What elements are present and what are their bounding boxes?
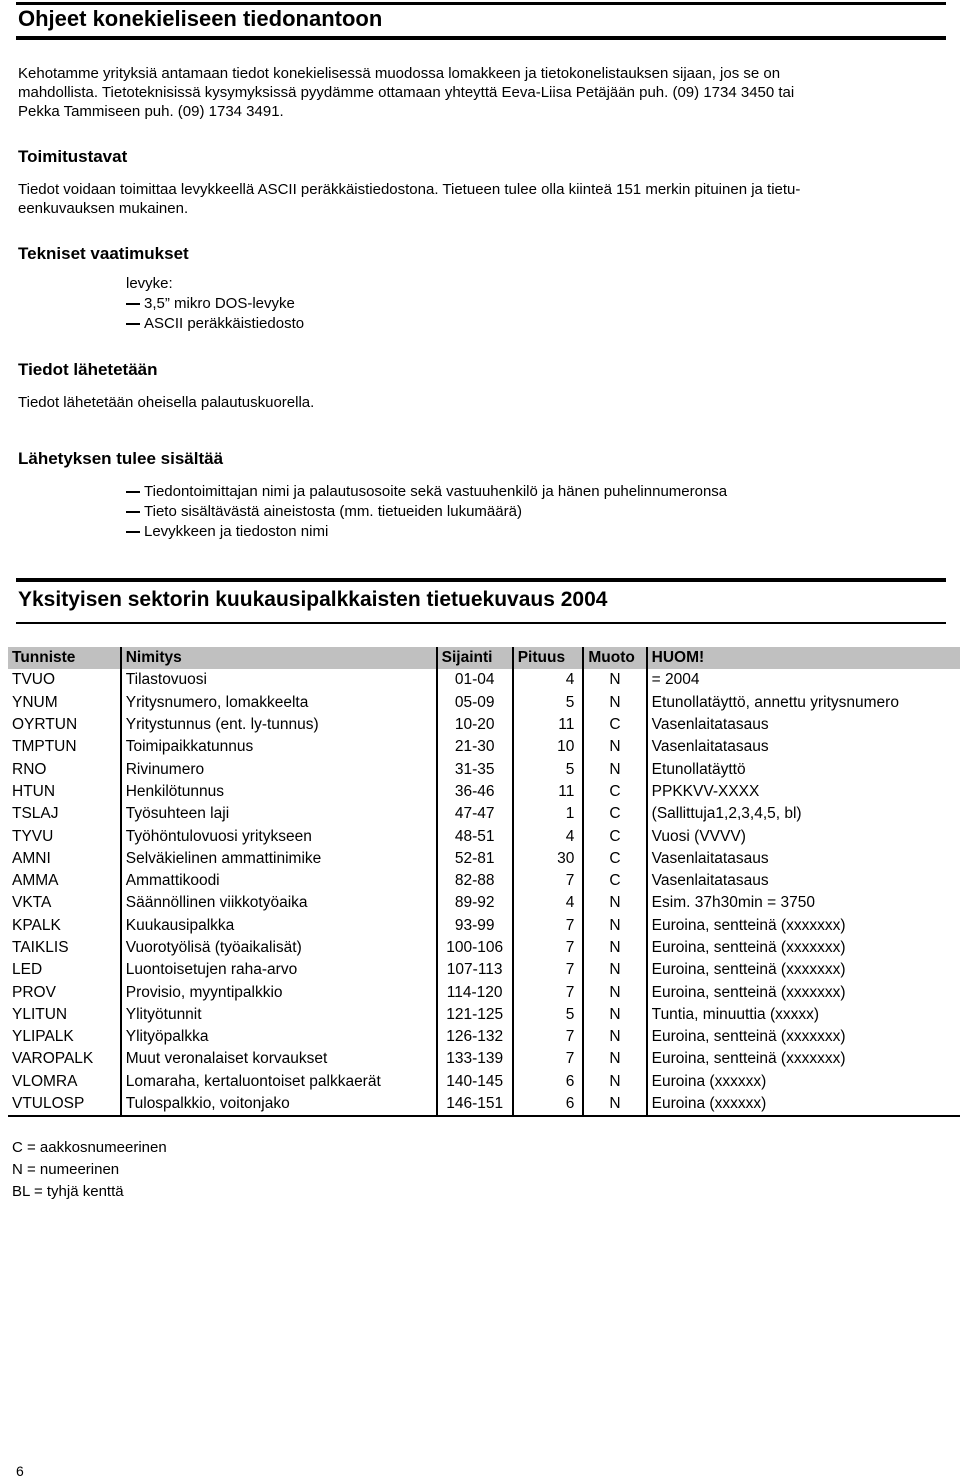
cell-pituus: 30 <box>513 848 584 870</box>
cell-pituus: 7 <box>513 959 584 981</box>
cell-nimitys: Työsuhteen laji <box>121 803 437 825</box>
cell-huom: PPKKVV-XXXX <box>651 782 760 800</box>
column-header: Nimitys <box>121 647 437 669</box>
cell-nimitys: Lomaraha, kertaluontoiset palkkaerät <box>121 1071 437 1093</box>
cell-pituus: 7 <box>513 1048 584 1070</box>
cell-nimitys: Yritysnumero, lomakkeelta <box>121 692 437 714</box>
cell-tunniste: YLIPALK <box>8 1026 121 1048</box>
cell-sijainti: 126-132 <box>437 1026 513 1048</box>
cell-huom: Etunollatäyttö, annettu yritysnumero <box>651 693 899 711</box>
cell-tunniste: LED <box>8 959 121 981</box>
legend <box>12 1137 167 1203</box>
column-header: Tunniste <box>8 647 121 669</box>
cell-huom: Tuntia, minuuttia (xxxxx) <box>651 1005 820 1023</box>
cell-tunniste: OYRTUN <box>8 714 121 736</box>
section-rule-thin <box>16 622 946 624</box>
table-row <box>8 1048 960 1070</box>
cell-pituus: 7 <box>513 1026 584 1048</box>
title-rule <box>16 36 946 40</box>
cell-tunniste: VAROPALK <box>8 1048 121 1070</box>
cell-pituus: 5 <box>513 758 584 780</box>
cell-nimitys: Tilastovuosi <box>121 669 437 691</box>
column-header: Muoto <box>583 647 646 669</box>
paragraph-line: Tiedot voidaan toimittaa levykkeellä ASCII peräkkäistiedostona. Tietueen tulee olla kiinteä 151 merkin pituinen ja tietu- <box>18 181 801 198</box>
cell-muoto: N <box>583 1048 646 1070</box>
page-number: 6 <box>16 1463 24 1479</box>
cell-sijainti: 93-99 <box>437 915 513 937</box>
cell-sijainti: 10-20 <box>437 714 513 736</box>
table-row <box>8 1026 960 1048</box>
cell-muoto: N <box>583 1093 646 1116</box>
cell-sijainti: 36-46 <box>437 781 513 803</box>
cell-huom: (Sallittuja1,2,3,4,5, bl) <box>651 805 802 823</box>
cell-tunniste: TVUO <box>8 669 121 691</box>
cell-huom: Vasenlaitatasaus <box>651 849 769 867</box>
page-title: Ohjeet konekieliseen tiedonantoon <box>18 6 383 31</box>
cell-sijainti: 21-30 <box>437 736 513 758</box>
cell-nimitys: Työhöntulovuosi yritykseen <box>121 825 437 847</box>
cell-huom: Euroina, sentteinä (xxxxxxx) <box>651 961 846 979</box>
table-row <box>8 892 960 914</box>
table-row <box>8 959 960 981</box>
cell-tunniste: YNUM <box>8 692 121 714</box>
table-row <box>8 758 960 780</box>
table-row <box>8 803 960 825</box>
cell-muoto: N <box>583 692 646 714</box>
cell-huom: Vuosi (VVVV) <box>651 827 746 845</box>
cell-sijainti: 114-120 <box>437 981 513 1003</box>
cell-pituus: 7 <box>513 981 584 1003</box>
cell-pituus: 6 <box>513 1071 584 1093</box>
cell-muoto: N <box>583 981 646 1003</box>
list-item: ASCII peräkkäistiedosto <box>126 314 304 334</box>
cell-tunniste: TYVU <box>8 825 121 847</box>
cell-pituus: 5 <box>513 1004 584 1026</box>
levyke-label: levyke: <box>126 275 173 292</box>
legend-item: N = numeerinen <box>12 1161 120 1178</box>
tekniset-heading: Tekniset vaatimukset <box>18 244 189 263</box>
cell-tunniste: TAIKLIS <box>8 937 121 959</box>
cell-pituus: 11 <box>513 781 584 803</box>
cell-muoto: N <box>583 1004 646 1026</box>
list-item: Levykkeen ja tiedoston nimi <box>126 522 727 542</box>
cell-muoto: C <box>583 803 646 825</box>
table-row <box>8 915 960 937</box>
top-rule <box>16 2 946 5</box>
table-row <box>8 825 960 847</box>
cell-nimitys: Henkilötunnus <box>121 781 437 803</box>
cell-muoto: N <box>583 669 646 691</box>
cell-nimitys: Tulospalkkio, voitonjako <box>121 1093 437 1116</box>
cell-huom: Vasenlaitatasaus <box>651 738 769 756</box>
cell-muoto: C <box>583 870 646 892</box>
list-item: Tieto sisältävästä aineistosta (mm. tietueiden lukumäärä) <box>126 502 727 522</box>
cell-sijainti: 100-106 <box>437 937 513 959</box>
cell-tunniste: PROV <box>8 981 121 1003</box>
column-header: Sijainti <box>437 647 513 669</box>
cell-sijainti: 133-139 <box>437 1048 513 1070</box>
cell-pituus: 4 <box>513 825 584 847</box>
cell-nimitys: Ylityöpalkka <box>121 1026 437 1048</box>
cell-nimitys: Selväkielinen ammattinimike <box>121 848 437 870</box>
table-row <box>8 1071 960 1093</box>
column-header: Pituus <box>513 647 584 669</box>
cell-pituus: 5 <box>513 692 584 714</box>
cell-muoto: N <box>583 937 646 959</box>
table-row <box>8 848 960 870</box>
cell-pituus: 11 <box>513 714 584 736</box>
cell-nimitys: Säännöllinen viikkotyöaika <box>121 892 437 914</box>
sisaltaa-list <box>126 482 727 542</box>
cell-sijainti: 31-35 <box>437 758 513 780</box>
cell-sijainti: 52-81 <box>437 848 513 870</box>
intro-line: Kehotamme yrityksiä antamaan tiedot konekielisessä muodossa lomakkeen ja tietokonelistauksen sijaan, jos se on <box>18 65 781 82</box>
sisaltaa-heading: Lähetyksen tulee sisältää <box>18 449 224 468</box>
dash-bullet <box>126 303 140 305</box>
cell-sijainti: 146-151 <box>437 1093 513 1116</box>
cell-huom: Esim. 37h30min = 3750 <box>651 894 815 912</box>
cell-sijainti: 05-09 <box>437 692 513 714</box>
cell-pituus: 6 <box>513 1093 584 1116</box>
paragraph-line: eenkuvauksen mukainen. <box>18 200 189 217</box>
table-header-row <box>8 647 960 669</box>
toimitustavat-paragraph <box>18 180 938 218</box>
cell-nimitys: Ammattikoodi <box>121 870 437 892</box>
cell-tunniste: TMPTUN <box>8 736 121 758</box>
cell-muoto: N <box>583 1026 646 1048</box>
cell-muoto: C <box>583 781 646 803</box>
cell-pituus: 7 <box>513 937 584 959</box>
cell-muoto: N <box>583 892 646 914</box>
list-item: 3,5” mikro DOS-levyke <box>126 294 304 314</box>
cell-tunniste: AMNI <box>8 848 121 870</box>
section-rule <box>16 578 946 582</box>
cell-sijainti: 107-113 <box>437 959 513 981</box>
column-header: HUOM! <box>647 647 960 669</box>
table-row <box>8 736 960 758</box>
legend-item: BL = tyhjä kenttä <box>12 1183 124 1200</box>
tekniset-list <box>126 274 304 334</box>
intro-paragraph <box>18 64 938 121</box>
cell-muoto: C <box>583 848 646 870</box>
cell-nimitys: Provisio, myyntipalkkio <box>121 981 437 1003</box>
cell-tunniste: KPALK <box>8 915 121 937</box>
cell-pituus: 7 <box>513 915 584 937</box>
table-row <box>8 870 960 892</box>
cell-sijainti: 89-92 <box>437 892 513 914</box>
cell-huom: = 2004 <box>651 671 700 689</box>
table-row <box>8 669 960 691</box>
cell-tunniste: YLITUN <box>8 1004 121 1026</box>
cell-muoto: C <box>583 825 646 847</box>
cell-huom: Euroina, sentteinä (xxxxxxx) <box>651 1028 846 1046</box>
cell-huom: Euroina (xxxxxx) <box>647 1093 960 1116</box>
dash-bullet <box>126 511 140 513</box>
cell-pituus: 4 <box>513 892 584 914</box>
cell-nimitys: Rivinumero <box>121 758 437 780</box>
table-row <box>8 781 960 803</box>
record-title: Yksityisen sektorin kuukausipalkkaisten tietuekuvaus 2004 <box>18 588 608 611</box>
table-row <box>8 692 960 714</box>
table-row <box>8 714 960 736</box>
cell-muoto: N <box>583 736 646 758</box>
cell-tunniste: AMMA <box>8 870 121 892</box>
cell-huom: Euroina, sentteinä (xxxxxxx) <box>651 916 846 934</box>
cell-huom: Vasenlaitatasaus <box>651 872 769 890</box>
cell-muoto: C <box>583 714 646 736</box>
cell-tunniste: VKTA <box>8 892 121 914</box>
cell-sijainti: 47-47 <box>437 803 513 825</box>
dash-bullet <box>126 491 140 493</box>
cell-nimitys: Yritystunnus (ent. ly-tunnus) <box>121 714 437 736</box>
cell-tunniste: RNO <box>8 758 121 780</box>
cell-muoto: N <box>583 915 646 937</box>
dash-bullet <box>126 323 140 325</box>
cell-muoto: N <box>583 758 646 780</box>
cell-nimitys: Toimipaikkatunnus <box>121 736 437 758</box>
table-row <box>8 1093 960 1116</box>
cell-huom: Euroina, sentteinä (xxxxxxx) <box>651 939 846 956</box>
cell-pituus: 10 <box>513 736 584 758</box>
cell-nimitys: Vuorotyölisä (työaikalisät) <box>121 937 437 959</box>
cell-huom: Euroina, sentteinä (xxxxxxx) <box>651 1050 846 1068</box>
cell-pituus: 7 <box>513 870 584 892</box>
record-table <box>8 647 960 1117</box>
cell-huom: Etunollatäyttö <box>651 760 746 778</box>
table-row <box>8 981 960 1003</box>
intro-line: mahdollista. Tietoteknisissä kysymyksissä pyydämme ottamaan yhteyttä Eeva-Liisa Petäjään puh. (09) 1734 3450 tai <box>18 84 795 101</box>
cell-sijainti: 82-88 <box>437 870 513 892</box>
toimitustavat-heading: Toimitustavat <box>18 147 128 166</box>
cell-tunniste: HTUN <box>8 781 121 803</box>
cell-nimitys: Kuukausipalkka <box>121 915 437 937</box>
list-item: Tiedontoimittajan nimi ja palautusosoite sekä vastuuhenkilö ja hänen puhelinnumeronsa <box>126 482 727 502</box>
dash-bullet <box>126 531 140 533</box>
cell-pituus: 1 <box>513 803 584 825</box>
lahetetaan-text: Tiedot lähetetään oheisella palautuskuorella. <box>18 394 315 411</box>
cell-sijainti: 01-04 <box>437 669 513 691</box>
cell-huom: Euroina, sentteinä (xxxxxxx) <box>651 983 846 1001</box>
cell-sijainti: 140-145 <box>437 1071 513 1093</box>
cell-sijainti: 121-125 <box>437 1004 513 1026</box>
cell-pituus: 4 <box>513 669 584 691</box>
table-row <box>8 1004 960 1026</box>
cell-huom: Euroina (xxxxxx) <box>651 1072 767 1090</box>
cell-nimitys: Luontoisetujen raha-arvo <box>121 959 437 981</box>
cell-tunniste: VLOMRA <box>8 1071 121 1093</box>
cell-nimitys: Ylityötunnit <box>121 1004 437 1026</box>
cell-tunniste: TSLAJ <box>8 803 121 825</box>
table-row <box>8 937 960 959</box>
cell-muoto: N <box>583 959 646 981</box>
lahetetaan-heading: Tiedot lähetetään <box>18 360 158 379</box>
cell-huom: Vasenlaitatasaus <box>651 716 769 734</box>
legend-item: C = aakkosnumeerinen <box>12 1139 167 1156</box>
cell-muoto: N <box>583 1071 646 1093</box>
cell-sijainti: 48-51 <box>437 825 513 847</box>
intro-line: Pekka Tammiseen puh. (09) 1734 3491. <box>18 103 284 120</box>
cell-nimitys: Muut veronalaiset korvaukset <box>121 1048 437 1070</box>
cell-tunniste: VTULOSP <box>8 1093 121 1116</box>
